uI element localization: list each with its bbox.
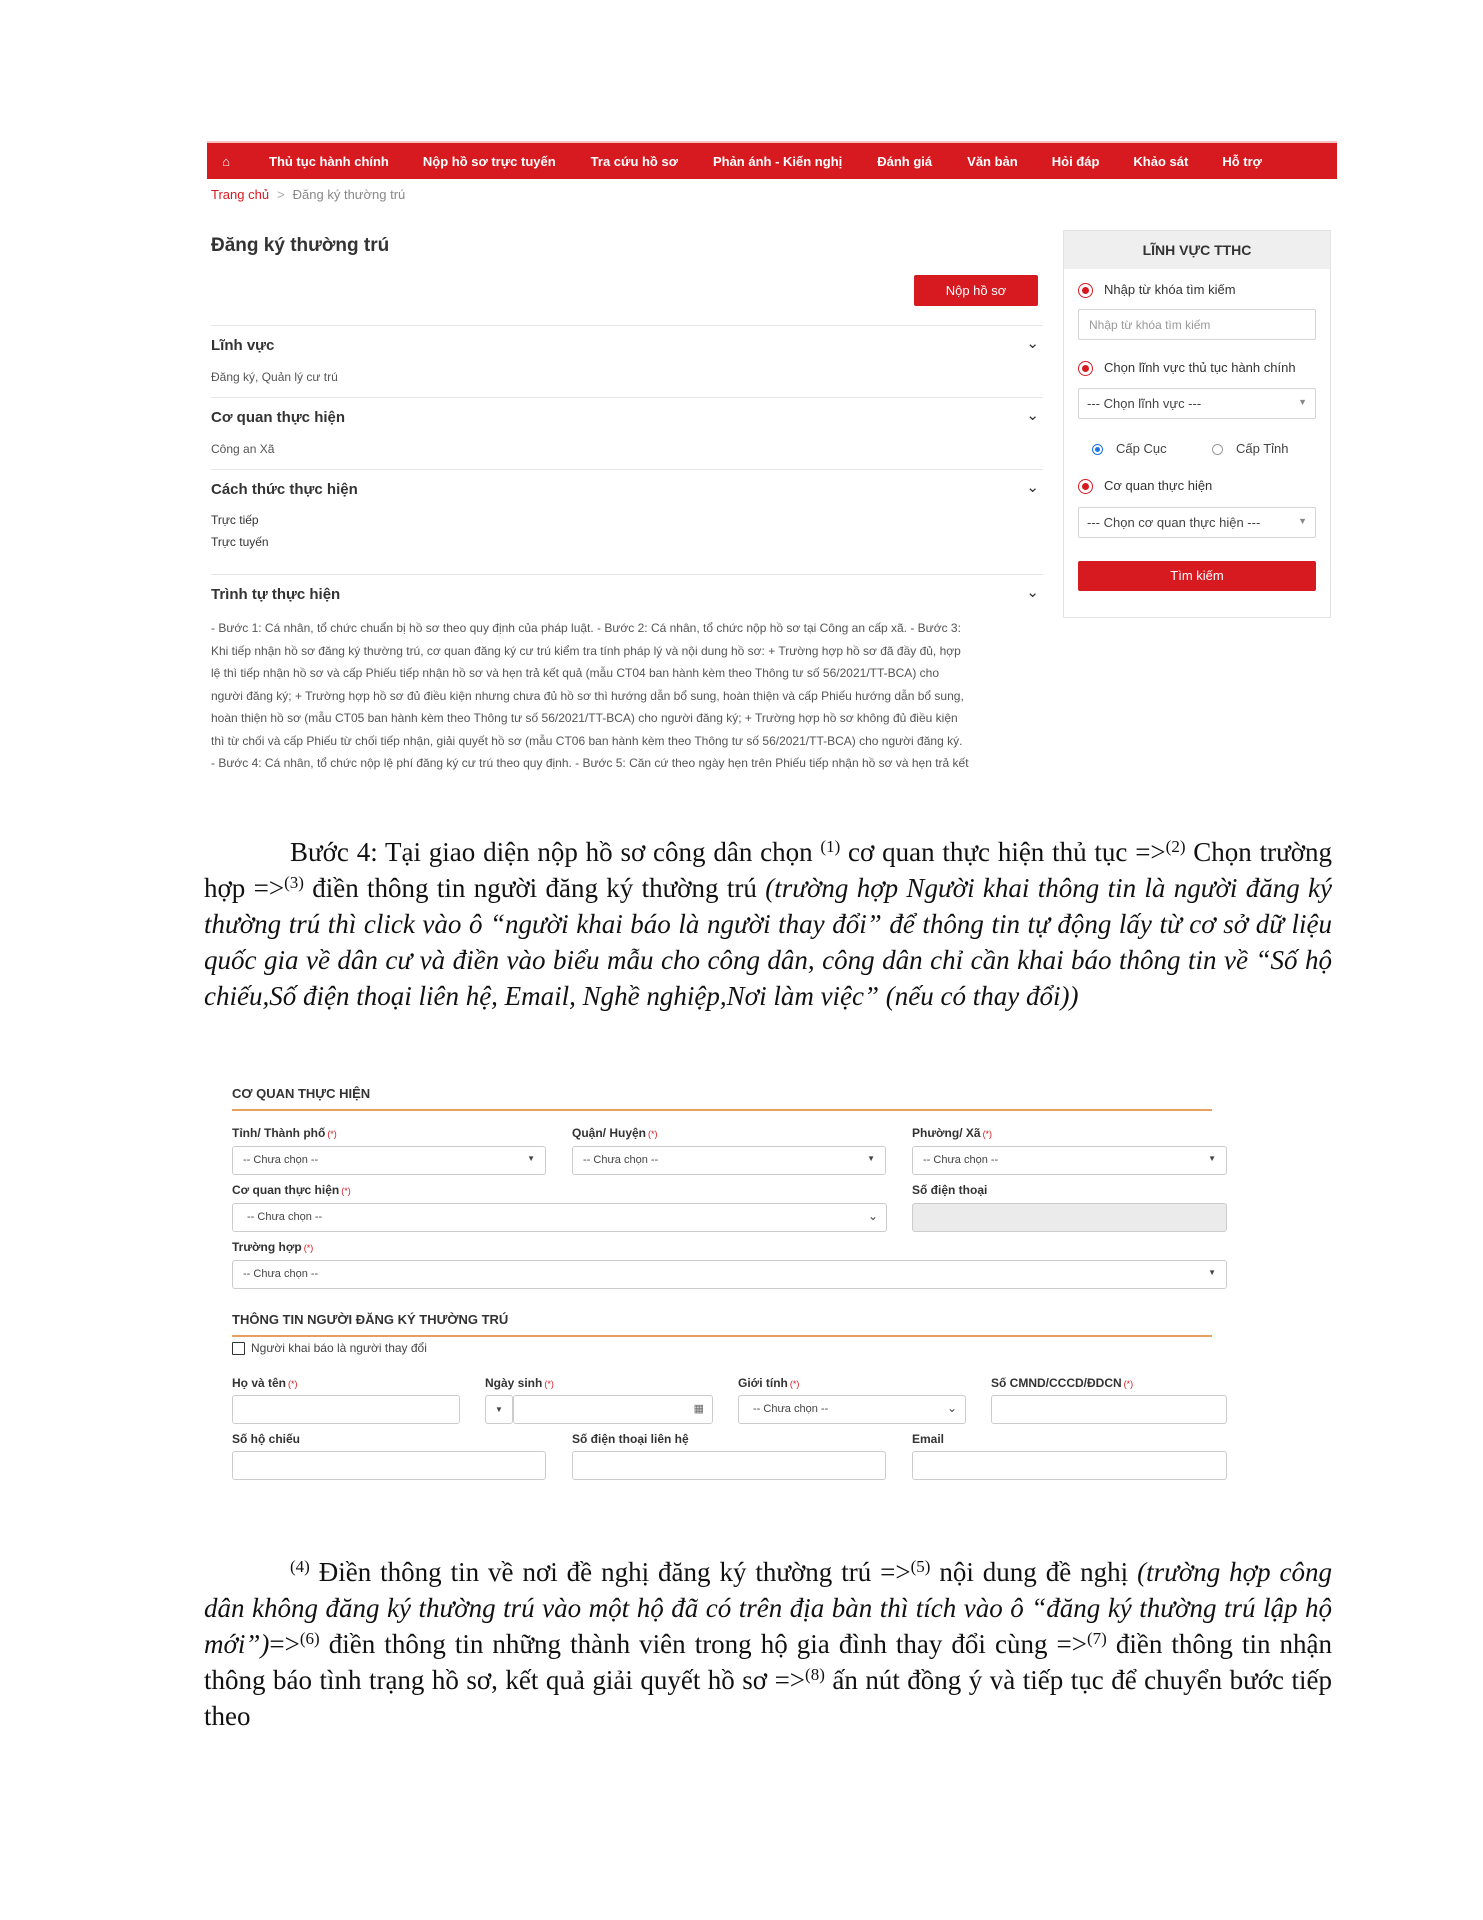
select-value: -- Chưa chọn -- bbox=[753, 1403, 829, 1415]
nav-item-survey[interactable]: Khảo sát bbox=[1133, 153, 1189, 169]
agency-select[interactable] bbox=[232, 1203, 887, 1232]
main-nav bbox=[207, 141, 1337, 179]
province-label bbox=[232, 1126, 337, 1140]
section-header: Lĩnh vực bbox=[211, 337, 275, 354]
nav-item-procedures[interactable]: Thủ tục hành chính bbox=[269, 153, 389, 169]
dob-label bbox=[485, 1376, 554, 1390]
search-panel bbox=[1063, 230, 1331, 618]
marker: (3) bbox=[284, 873, 304, 892]
procedure-detail bbox=[211, 235, 1043, 257]
phone-field bbox=[912, 1203, 1227, 1232]
section-method[interactable] bbox=[211, 469, 1043, 574]
section-procedure[interactable] bbox=[211, 574, 1043, 614]
method-online: Trực tuyến bbox=[211, 535, 269, 549]
select-value: -- Chưa chọn -- bbox=[583, 1154, 659, 1166]
label-text: Trường hợp bbox=[232, 1240, 302, 1254]
text: ấn nút đồng ý và tiếp tục để chuyển bước tiếp theo bbox=[204, 1665, 1332, 1731]
required-mark: (*) bbox=[789, 1379, 800, 1389]
panel-title: LĨNH VỰC TTHC bbox=[1064, 231, 1330, 269]
text: điền thông tin những thành viên trong hộ gia đình thay đổi cùng => bbox=[319, 1629, 1087, 1659]
district-select[interactable] bbox=[572, 1146, 886, 1175]
text: điền thông tin nhận thông báo tình trạng hồ sơ, kết quả giải quyết hồ sơ => bbox=[204, 1629, 1333, 1695]
declarant-checkbox[interactable] bbox=[232, 1342, 245, 1355]
agency-select-value: --- Chọn cơ quan thực hiện --- bbox=[1087, 515, 1261, 530]
procedure-line: lệ thì tiếp nhận hồ sơ và cấp Phiếu tiếp nhận hồ sơ và hẹn trả kết quả (mẫu CT04 ban hành kèm theo Thông tư số 56/2021/TT-BCA) cho bbox=[211, 666, 939, 680]
text: điền thông tin người đăng ký thường trú bbox=[303, 873, 766, 903]
procedure-line: Khi tiếp nhận hồ sơ đăng ký thường trú, cơ quan đăng ký cư trú kiểm tra tính pháp lý và nội dung hồ sơ: + Trường hợp hồ sơ đã đầy đủ, hợp bbox=[211, 643, 961, 658]
chevron-down-icon[interactable]: ⌄ bbox=[1026, 335, 1039, 352]
required-mark: (*) bbox=[544, 1379, 554, 1389]
level-province-label: Cấp Tỉnh bbox=[1236, 441, 1289, 456]
id-input[interactable] bbox=[991, 1395, 1227, 1424]
page-title: Đăng ký thường trú bbox=[211, 235, 390, 256]
section-value: Công an Xã bbox=[211, 442, 275, 456]
email-input[interactable] bbox=[912, 1451, 1227, 1480]
caret-down-icon: ▼ bbox=[1208, 1268, 1216, 1277]
district-label bbox=[572, 1126, 658, 1140]
field-radio[interactable] bbox=[1078, 361, 1093, 376]
email-label: Email bbox=[912, 1432, 945, 1446]
label-text: Cơ quan thực hiện bbox=[232, 1183, 340, 1197]
breadcrumb bbox=[211, 187, 405, 202]
phone-label: Số điện thoại bbox=[912, 1183, 988, 1197]
nav-item-rating[interactable]: Đánh giá bbox=[877, 153, 933, 169]
required-mark: (*) bbox=[648, 1129, 658, 1139]
chevron-down-icon[interactable]: ⌄ bbox=[1026, 479, 1039, 496]
select-value: -- Chưa chọn -- bbox=[247, 1211, 323, 1223]
id-label bbox=[991, 1376, 1133, 1390]
agency-label: Cơ quan thực hiện bbox=[1104, 478, 1213, 493]
note: (trường hợp Người khai thông tin là người đăng ký thường trú thì click vào ô “người khai báo là người thay đổi” để thông tin tự động lấy từ cơ sở dữ liệu quốc gia về dân cư và điền vào biểu mẫu cho công dân, công dân chỉ cần khai báo thông tin về “Số hộ chiếu,Số điện thoại liên hệ, Email, Nghề nghiệp,Nơi làm việc” (nếu có thay đổi)) bbox=[204, 873, 1333, 1011]
nav-item-support[interactable]: Hỗ trợ bbox=[1222, 153, 1262, 169]
name-label bbox=[232, 1376, 298, 1390]
marker: (6) bbox=[299, 1629, 320, 1648]
step-details-paragraph bbox=[204, 1554, 1332, 1734]
method-direct: Trực tiếp bbox=[211, 513, 259, 527]
required-mark: (*) bbox=[1123, 1379, 1134, 1389]
keyword-input[interactable]: Nhập từ khóa tìm kiếm bbox=[1078, 309, 1316, 340]
label-text: Họ và tên bbox=[232, 1376, 287, 1390]
label-text: Tỉnh/ Thành phố bbox=[232, 1126, 326, 1140]
step4-paragraph bbox=[204, 834, 1332, 1014]
declarant-checkbox-label: Người khai báo là người thay đổi bbox=[251, 1341, 427, 1355]
section-value: Đăng ký, Quản lý cư trú bbox=[211, 370, 338, 384]
procedure-line: hoàn thiện hồ sơ (mẫu CT05 ban hành kèm theo Thông tư số 56/2021/TT-BCA) cho người đăng ký; + Trường hợp hồ sơ không đủ điều kiện bbox=[211, 711, 958, 725]
marker: (7) bbox=[1086, 1629, 1107, 1648]
level-province-radio[interactable] bbox=[1212, 444, 1223, 455]
required-mark: (*) bbox=[341, 1186, 351, 1196]
text: => bbox=[269, 1629, 300, 1659]
keyword-label: Nhập từ khóa tìm kiếm bbox=[1104, 282, 1236, 297]
label-text: Số CMND/CCCD/ĐDCN bbox=[991, 1376, 1122, 1390]
ward-select[interactable] bbox=[912, 1146, 1227, 1175]
search-button[interactable]: Tìm kiếm bbox=[1078, 561, 1316, 591]
marker: (1) bbox=[820, 837, 841, 856]
agency-field-label bbox=[232, 1183, 351, 1197]
procedure-line: người đăng ký; + Trường hợp hồ sơ đủ điều kiện nhưng chưa đủ hồ sơ thì hướng dẫn bổ sung, hoàn thiện và cấp Phiếu hướng dẫn bổ sung, bbox=[211, 688, 964, 703]
note: (trường hợp công dân không đăng ký thường trú vào một hộ đã có trên địa bàn thì tích vào ô “đăng ký thường trú lập hộ mới”) bbox=[204, 1557, 1332, 1659]
label-text: Phường/ Xã bbox=[912, 1126, 981, 1140]
breadcrumb-separator: > bbox=[277, 187, 285, 202]
calendar-icon[interactable]: ▦ bbox=[693, 1403, 704, 1415]
level-bureau-radio[interactable] bbox=[1092, 444, 1103, 455]
case-select[interactable] bbox=[232, 1260, 1227, 1289]
caret-down-icon: ▼ bbox=[527, 1154, 535, 1163]
select-value: -- Chưa chọn -- bbox=[243, 1154, 319, 1166]
procedure-line: - Bước 4: Cá nhân, tổ chức nộp lệ phí đăng ký cư trú theo quy định. - Bước 5: Căn cứ theo ngày hẹn trên Phiếu tiếp nhận hồ sơ và hẹn trả kết bbox=[211, 756, 969, 770]
nav-item-documents[interactable]: Văn bản bbox=[967, 153, 1018, 169]
procedure-line: thì từ chối và cấp Phiếu từ chối tiếp nhận, giải quyết hồ sơ (mẫu CT06 ban hành kèm theo Thông tư số 56/2021/TT-BCA) cho người đăng ký. bbox=[211, 733, 963, 748]
caret-down-icon: ▼ bbox=[867, 1154, 875, 1163]
contact-phone-label: Số điện thoại liên hệ bbox=[572, 1432, 689, 1446]
procedure-steps bbox=[211, 617, 1043, 775]
section-field[interactable] bbox=[211, 325, 1043, 397]
level-bureau-label: Cấp Cục bbox=[1116, 441, 1167, 456]
chevron-down-icon[interactable]: ⌄ bbox=[1026, 584, 1039, 601]
caret-down-icon: ▼ bbox=[1298, 397, 1307, 407]
required-mark: (*) bbox=[327, 1129, 337, 1139]
nav-item-submit-online[interactable]: Nộp hồ sơ trực tuyến bbox=[422, 153, 556, 169]
agency-select[interactable] bbox=[1078, 507, 1316, 538]
caret-down-icon: ▼ bbox=[495, 1405, 503, 1414]
dob-input[interactable] bbox=[513, 1395, 713, 1424]
caret-down-icon: ▼ bbox=[1208, 1154, 1216, 1163]
field-select-value: --- Chọn lĩnh vực --- bbox=[1087, 396, 1202, 411]
agency-section-title: CƠ QUAN THỰC HIỆN bbox=[232, 1086, 1212, 1111]
nav-item-lookup[interactable]: Tra cứu hồ sơ bbox=[590, 153, 678, 169]
passport-label: Số hộ chiếu bbox=[232, 1432, 301, 1446]
text: Điền thông tin về nơi đề nghị đăng ký thường trú => bbox=[309, 1557, 911, 1587]
breadcrumb-current: Đăng ký thường trú bbox=[292, 187, 406, 202]
required-mark: (*) bbox=[982, 1129, 993, 1139]
gender-select[interactable] bbox=[738, 1395, 966, 1424]
text: nội dung đề nghị bbox=[930, 1557, 1138, 1587]
section-header: Cơ quan thực hiện bbox=[211, 409, 346, 426]
procedure-line: - Bước 1: Cá nhân, tổ chức chuẩn bị hồ sơ theo quy định của pháp luật. - Bước 2: Cá nhân, tổ chức nộp hồ sơ tại Công an cấp xã. - Bước 3: bbox=[211, 621, 961, 635]
breadcrumb-home[interactable]: Trang chủ bbox=[211, 187, 270, 202]
chevron-down-icon: ⌄ bbox=[946, 1401, 957, 1415]
contact-phone-input[interactable] bbox=[572, 1451, 886, 1480]
caret-down-icon: ▼ bbox=[1298, 516, 1307, 526]
required-mark: (*) bbox=[288, 1379, 298, 1389]
chevron-down-icon[interactable]: ⌄ bbox=[1026, 407, 1039, 424]
name-input[interactable] bbox=[232, 1395, 460, 1424]
marker: (5) bbox=[910, 1557, 931, 1576]
ward-label bbox=[912, 1126, 992, 1140]
section-header: Trình tự thực hiện bbox=[211, 586, 341, 603]
agency-radio[interactable] bbox=[1078, 479, 1093, 494]
keyword-radio[interactable] bbox=[1078, 283, 1093, 298]
marker: (8) bbox=[805, 1665, 825, 1684]
marker: (4) bbox=[290, 1557, 310, 1576]
province-select[interactable] bbox=[232, 1146, 546, 1175]
text: Bước 4: Tại giao diện nộp hồ sơ công dân chọn bbox=[290, 837, 821, 867]
section-agency[interactable] bbox=[211, 397, 1043, 469]
field-select[interactable] bbox=[1078, 388, 1316, 419]
chevron-down-icon: ⌄ bbox=[867, 1209, 878, 1223]
label-text: Ngày sinh bbox=[485, 1376, 543, 1390]
select-value: -- Chưa chọn -- bbox=[243, 1268, 319, 1280]
person-section-title: THÔNG TIN NGƯỜI ĐĂNG KÝ THƯỜNG TRÚ bbox=[232, 1312, 1212, 1337]
nav-item-feedback[interactable]: Phản ánh - Kiến nghị bbox=[712, 153, 843, 169]
gender-label bbox=[738, 1376, 799, 1390]
section-header: Cách thức thực hiện bbox=[211, 481, 358, 498]
label-text: Quận/ Huyện bbox=[572, 1126, 647, 1140]
select-value: -- Chưa chọn -- bbox=[923, 1154, 999, 1166]
marker: (2) bbox=[1165, 837, 1186, 856]
field-label: Chọn lĩnh vực thủ tục hành chính bbox=[1104, 360, 1296, 375]
text: cơ quan thực hiện thủ tục => bbox=[840, 837, 1166, 867]
text: Chọn trường hợp => bbox=[204, 837, 1332, 903]
passport-input[interactable] bbox=[232, 1451, 546, 1480]
nav-item-faq[interactable]: Hỏi đáp bbox=[1051, 153, 1100, 169]
dob-dropdown[interactable] bbox=[485, 1395, 513, 1424]
required-mark: (*) bbox=[303, 1243, 314, 1253]
submit-dossier-button[interactable]: Nộp hồ sơ bbox=[914, 275, 1038, 306]
label-text: Giới tính bbox=[738, 1376, 788, 1390]
case-label bbox=[232, 1240, 313, 1254]
home-icon[interactable]: ⌂ bbox=[222, 153, 230, 169]
